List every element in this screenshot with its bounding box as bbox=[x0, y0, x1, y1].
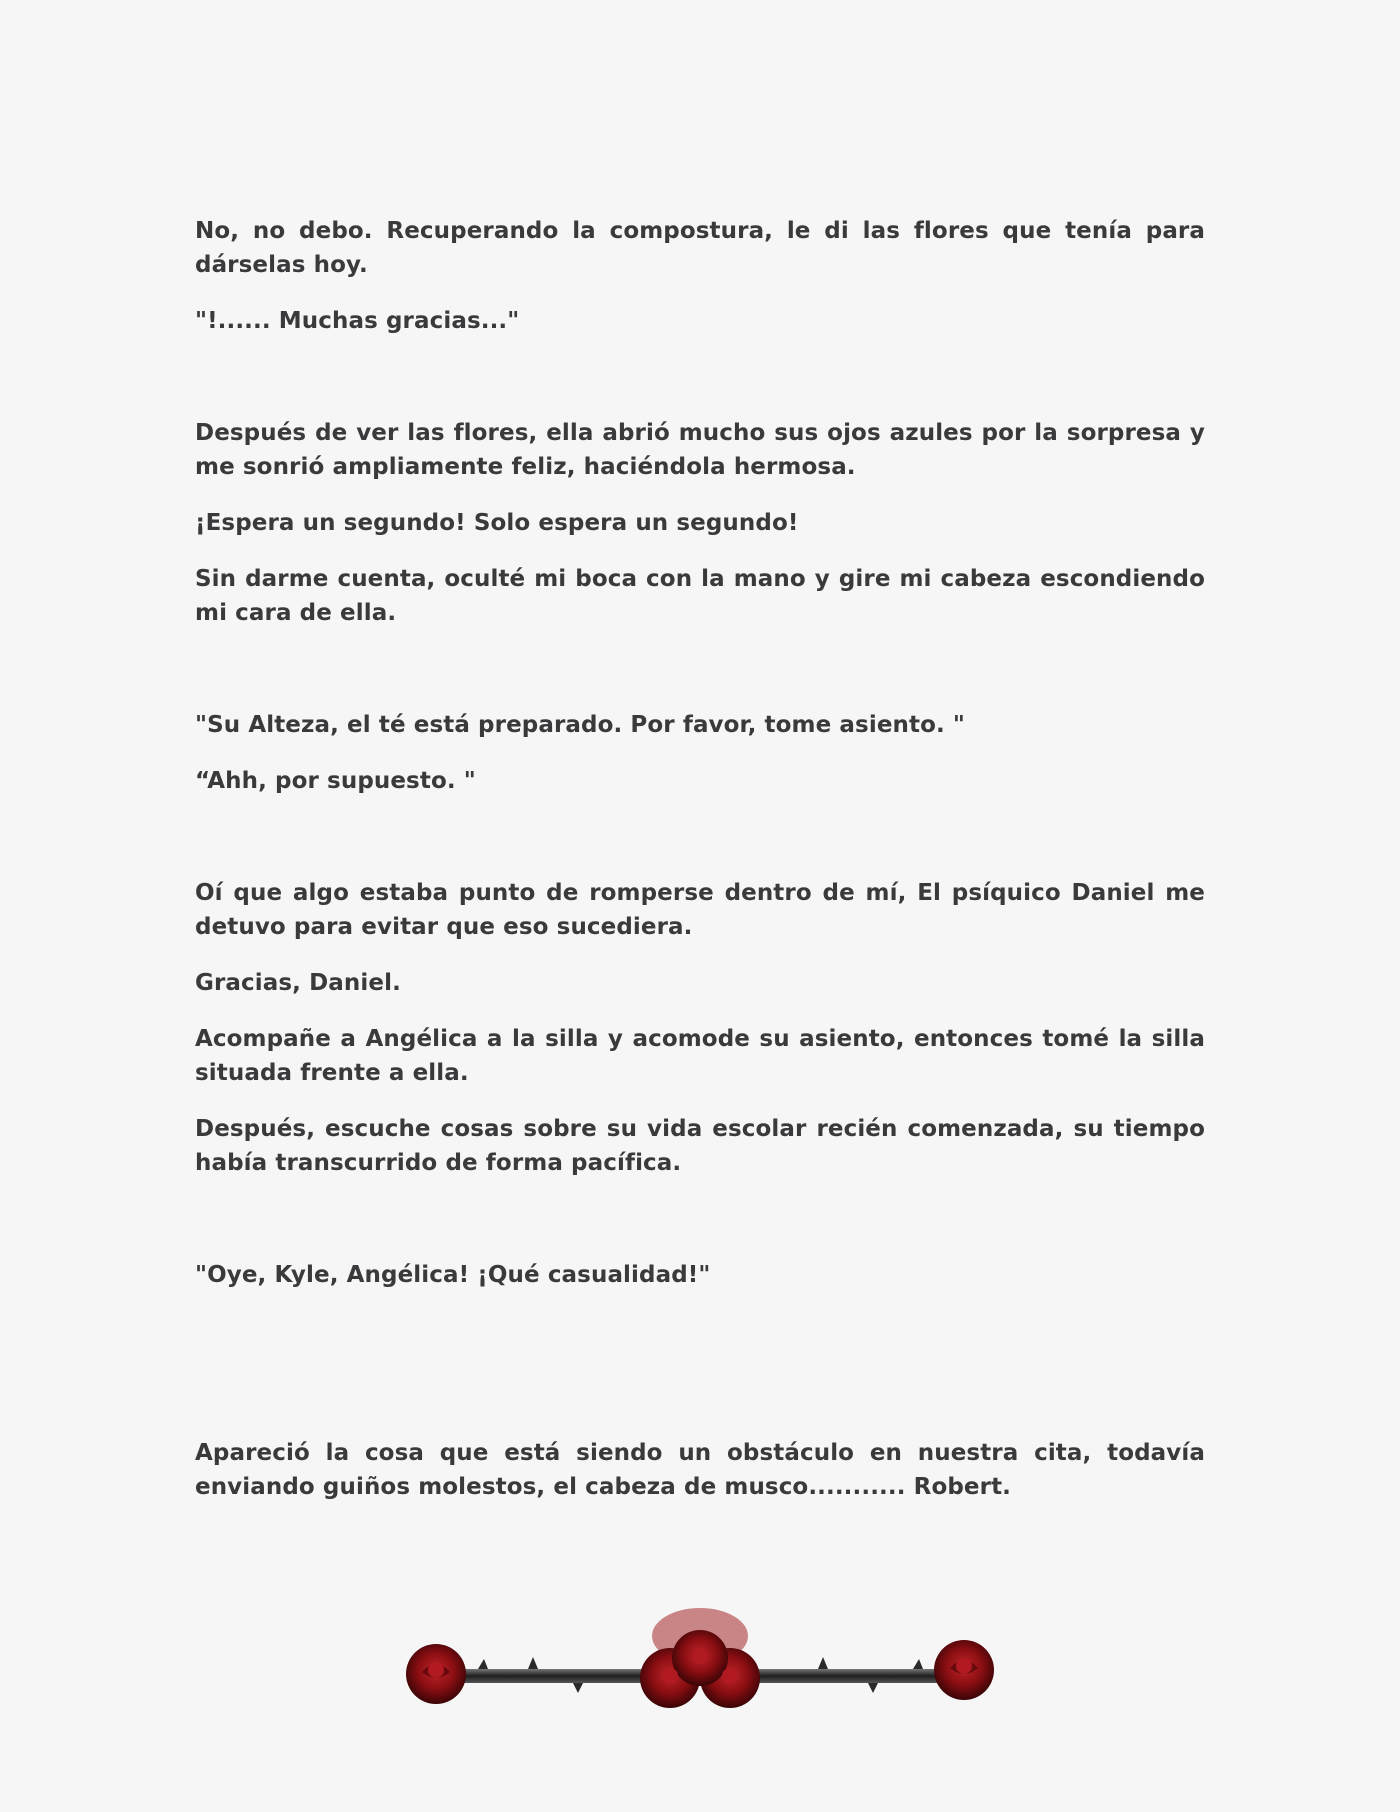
document-body bbox=[195, 214, 1205, 1526]
paragraph-7: “Ahh, por supuesto. " bbox=[195, 768, 476, 794]
paragraph-9: Gracias, Daniel. bbox=[195, 970, 401, 996]
paragraph-10: Acompañe a Angélica a la silla y acomode su asiento, entonces tomé la silla situada frente a ella. bbox=[195, 1026, 1205, 1086]
paragraph-12: "Oye, Kyle, Angélica! ¡Qué casualidad!" bbox=[195, 1262, 711, 1288]
paragraph-13: Apareció la cosa que está siendo un obstáculo en nuestra cita, todavía enviando guiños molestos, el cabeza de musco........... Robert. bbox=[195, 1440, 1205, 1500]
paragraph-8: Oí que algo estaba punto de romperse dentro de mí, El psíquico Daniel me detuvo para evitar que eso sucediera. bbox=[195, 880, 1205, 940]
paragraph-11: Después, escuche cosas sobre su vida escolar recién comenzada, su tiempo había transcurrido de forma pacífica. bbox=[195, 1116, 1205, 1176]
paragraph-5: Sin darme cuenta, oculté mi boca con la mano y gire mi cabeza escondiendo mi cara de ella. bbox=[195, 566, 1205, 626]
rose-center-icon bbox=[640, 1608, 760, 1708]
paragraph-1: No, no debo. Recuperando la compostura, le di las flores que tenía para dárselas hoy. bbox=[195, 218, 1205, 278]
rose-divider-icon bbox=[398, 1606, 1002, 1726]
rose-right-icon bbox=[934, 1640, 994, 1700]
paragraph-6: "Su Alteza, el té está preparado. Por favor, tome asiento. " bbox=[195, 712, 966, 738]
paragraph-4: ¡Espera un segundo! Solo espera un segundo! bbox=[195, 510, 799, 536]
paragraph-3: Después de ver las flores, ella abrió mucho sus ojos azules por la sorpresa y me sonrió ampliamente feliz, haciéndola hermosa. bbox=[195, 420, 1205, 480]
paragraph-2: "!...... Muchas gracias..." bbox=[195, 308, 520, 334]
rose-left-icon bbox=[406, 1644, 466, 1704]
